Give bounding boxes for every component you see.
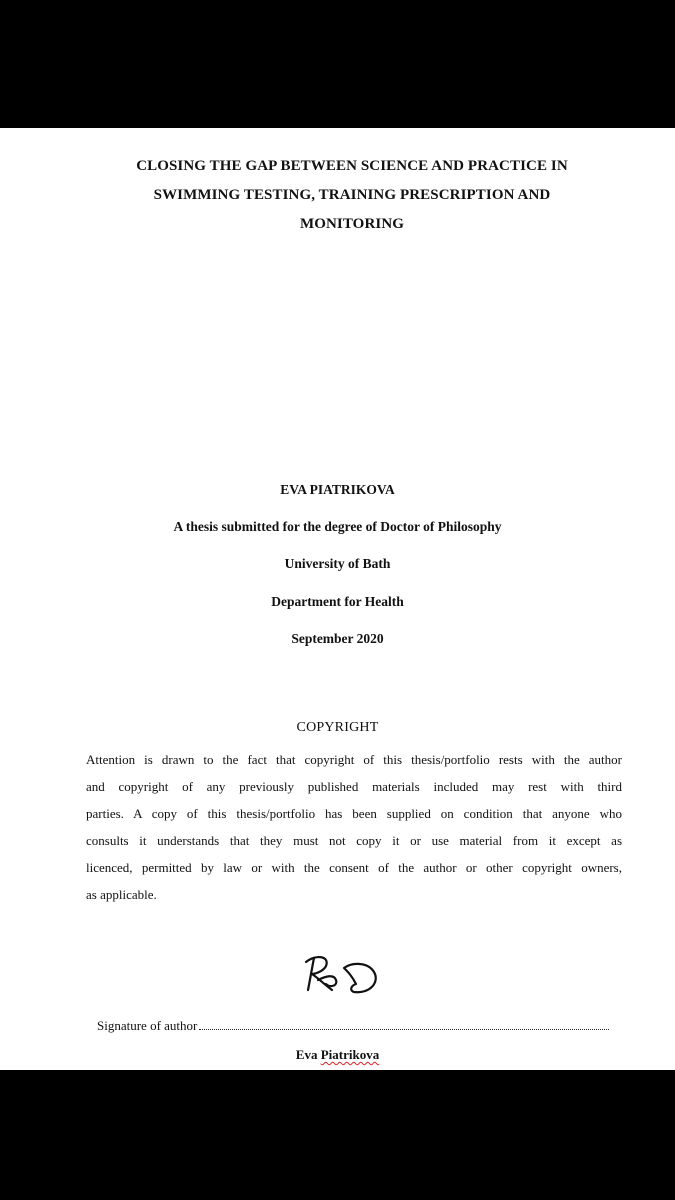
author-name: EVA PIATRIKOVA bbox=[280, 482, 395, 497]
thesis-title bbox=[60, 152, 644, 239]
signature-first-name: Eva bbox=[295, 1047, 318, 1062]
department-name: Department for Health bbox=[271, 594, 404, 609]
thesis-title-line: SWIMMING TESTING, TRAINING PRESCRIPTION AND bbox=[153, 187, 551, 203]
thesis-title-line: MONITORING bbox=[299, 216, 405, 232]
signature-line bbox=[97, 1018, 609, 1034]
document-page bbox=[0, 128, 675, 1070]
thesis-title-line: CLOSING THE GAP BETWEEN SCIENCE AND PRACTICE IN bbox=[136, 158, 568, 174]
submission-date: September 2020 bbox=[291, 631, 384, 646]
copyright-line: licenced, permitted by law or with the consent of the author or other copyright owners, bbox=[86, 860, 622, 875]
copyright-line: and copyright of any previously published materials included may rest with third bbox=[86, 779, 622, 794]
copyright-line: consults it understands that they must not copy it or use material from it except as bbox=[86, 833, 622, 848]
copyright-line: Attention is drawn to the fact that copyright of this thesis/portfolio rests with the author bbox=[86, 752, 622, 767]
copyright-notice bbox=[86, 746, 622, 908]
signature-dotted-line bbox=[199, 1018, 609, 1030]
signature-printed-name bbox=[0, 1047, 675, 1063]
copyright-heading: COPYRIGHT bbox=[296, 720, 379, 735]
signature-label: Signature of author bbox=[97, 1018, 198, 1033]
degree-statement: A thesis submitted for the degree of Doctor of Philosophy bbox=[173, 519, 502, 534]
handwritten-signature bbox=[296, 950, 386, 1000]
university-name: University of Bath bbox=[284, 556, 391, 571]
copyright-line: parties. A copy of this thesis/portfolio has been supplied on condition that anyone who bbox=[86, 806, 622, 821]
copyright-line: as applicable. bbox=[86, 887, 157, 902]
signature-last-name: Piatrikova bbox=[320, 1047, 380, 1062]
